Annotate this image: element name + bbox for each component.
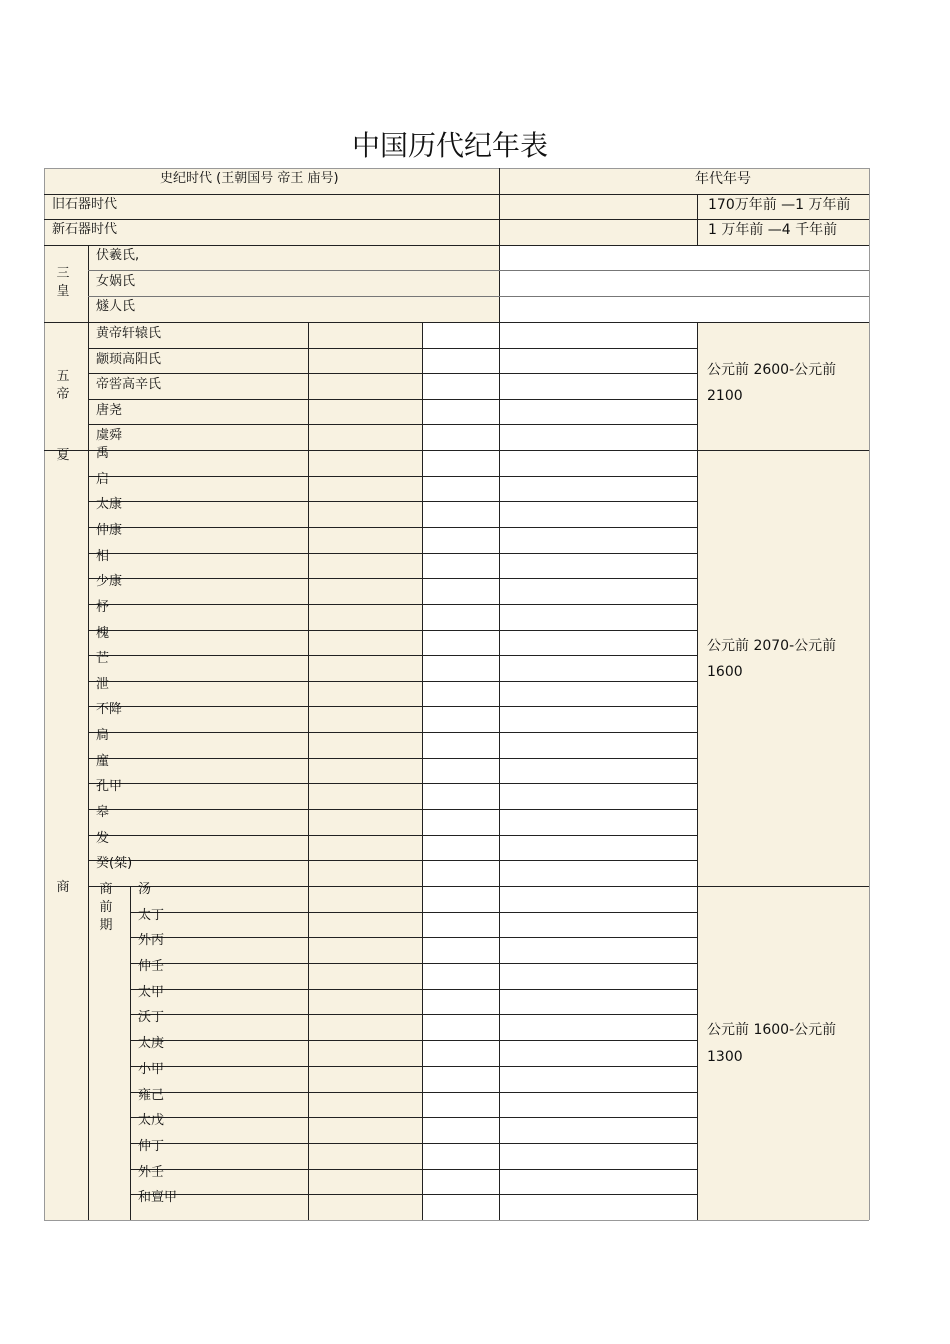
year-col-bg (697, 322, 869, 1220)
row-divider (88, 527, 697, 528)
row-divider (130, 1194, 697, 1195)
ruler-name: 泄 (96, 676, 110, 692)
header-left-label: 史纪时代 (王朝国号 帝王 庙号) (160, 171, 339, 186)
ruler-name: 廑 (96, 753, 110, 769)
row-divider (88, 655, 697, 656)
ruler-name: 外丙 (138, 933, 165, 949)
ruler-name: 槐 (96, 625, 110, 641)
row-divider (88, 809, 697, 810)
ruler-name: 颛顼高阳氏 (96, 351, 162, 367)
row-divider (130, 1117, 697, 1118)
years-wudi-line2: 2100 (707, 388, 743, 404)
ruler-name: 太甲 (138, 984, 165, 1000)
ruler-name: 启 (96, 471, 110, 487)
row-year: 1 万年前 —4 千年前 (708, 222, 838, 238)
row-divider (130, 963, 697, 964)
row-divider (130, 1143, 697, 1144)
row-divider (88, 732, 697, 733)
years-wudi-line1: 公元前 2600-公元前 (707, 362, 837, 378)
row-divider (88, 553, 697, 554)
white-cols (422, 322, 697, 1220)
row-divider (88, 758, 697, 759)
ruler-name: 太戊 (138, 1113, 165, 1129)
ruler-name: 黄帝轩辕氏 (96, 326, 162, 341)
ruler-name: 外壬 (138, 1164, 165, 1180)
row-divider (88, 860, 697, 861)
ruler-name: 癸(桀) (96, 856, 133, 872)
ruler-name: 不降 (96, 702, 123, 718)
ruler-name: 相 (96, 548, 110, 564)
row-divider (130, 1014, 697, 1015)
ruler-name: 雍己 (138, 1087, 165, 1103)
group-label-sanhuang: 三皇 (56, 266, 70, 299)
row-divider (88, 886, 697, 887)
row-divider (130, 989, 697, 990)
ruler-name: 伏羲氏, (96, 248, 140, 263)
ruler-name: 扃 (96, 728, 110, 744)
row-label: 新石器时代 (52, 222, 118, 237)
row-divider (88, 373, 697, 374)
ruler-name: 仲康 (96, 522, 123, 538)
row-divider (130, 1092, 697, 1093)
ruler-name: 仲壬 (138, 959, 165, 975)
ruler-name: 皋 (96, 805, 110, 821)
ruler-name: 芒 (96, 651, 110, 667)
group-label-shang: 商 (56, 880, 70, 895)
row-divider (130, 1169, 697, 1170)
ruler-name: 小甲 (138, 1061, 165, 1077)
ruler-name: 唐尧 (96, 402, 123, 418)
years-xia-line2: 1600 (707, 664, 743, 680)
row-divider (130, 1040, 697, 1041)
ruler-name: 燧人氏 (96, 299, 136, 314)
row-divider (88, 604, 697, 605)
ruler-name: 仲丁 (138, 1138, 165, 1154)
subgroup-label-shang-early: 商前期 (99, 882, 113, 933)
group-label-xia: 夏 (56, 448, 70, 463)
row-divider (130, 1066, 697, 1067)
ruler-name: 杼 (96, 599, 110, 615)
row-label: 旧石器时代 (52, 197, 118, 212)
ruler-name: 和亶甲 (138, 1190, 178, 1206)
row-divider (88, 706, 697, 707)
row-divider (88, 501, 697, 502)
row-divider (88, 348, 697, 349)
row-divider (130, 937, 697, 938)
page-title: 中国历代纪年表 (351, 129, 548, 162)
row-divider (88, 835, 697, 836)
ruler-name: 虞舜 (96, 428, 123, 444)
years-shang-line2: 1300 (707, 1049, 743, 1065)
row-divider (88, 783, 697, 784)
row-year: 170万年前 —1 万年前 (708, 197, 851, 213)
ruler-name: 孔甲 (96, 779, 123, 795)
years-xia-line1: 公元前 2070-公元前 (707, 638, 837, 654)
ruler-name: 太庚 (138, 1036, 165, 1052)
ruler-name: 太丁 (138, 907, 165, 923)
row-divider (88, 476, 697, 477)
row-divider (88, 681, 697, 682)
row-divider (130, 912, 697, 913)
ruler-name: 汤 (138, 882, 152, 897)
header-right-label: 年代年号 (695, 171, 751, 187)
years-shang-line1: 公元前 1600-公元前 (707, 1022, 837, 1038)
ruler-name: 禹 (96, 446, 110, 461)
row-divider (88, 399, 697, 400)
group-label-wudi: 五帝 (56, 369, 70, 402)
ruler-name: 沃丁 (138, 1010, 165, 1026)
ruler-name: 太康 (96, 497, 123, 513)
ruler-name: 发 (96, 830, 110, 846)
ruler-name: 帝喾高辛氏 (96, 377, 162, 393)
row-divider (88, 630, 697, 631)
ruler-name: 女娲氏 (96, 273, 136, 289)
row-divider (88, 578, 697, 579)
ruler-name: 少康 (96, 574, 123, 590)
row-divider (88, 424, 697, 425)
